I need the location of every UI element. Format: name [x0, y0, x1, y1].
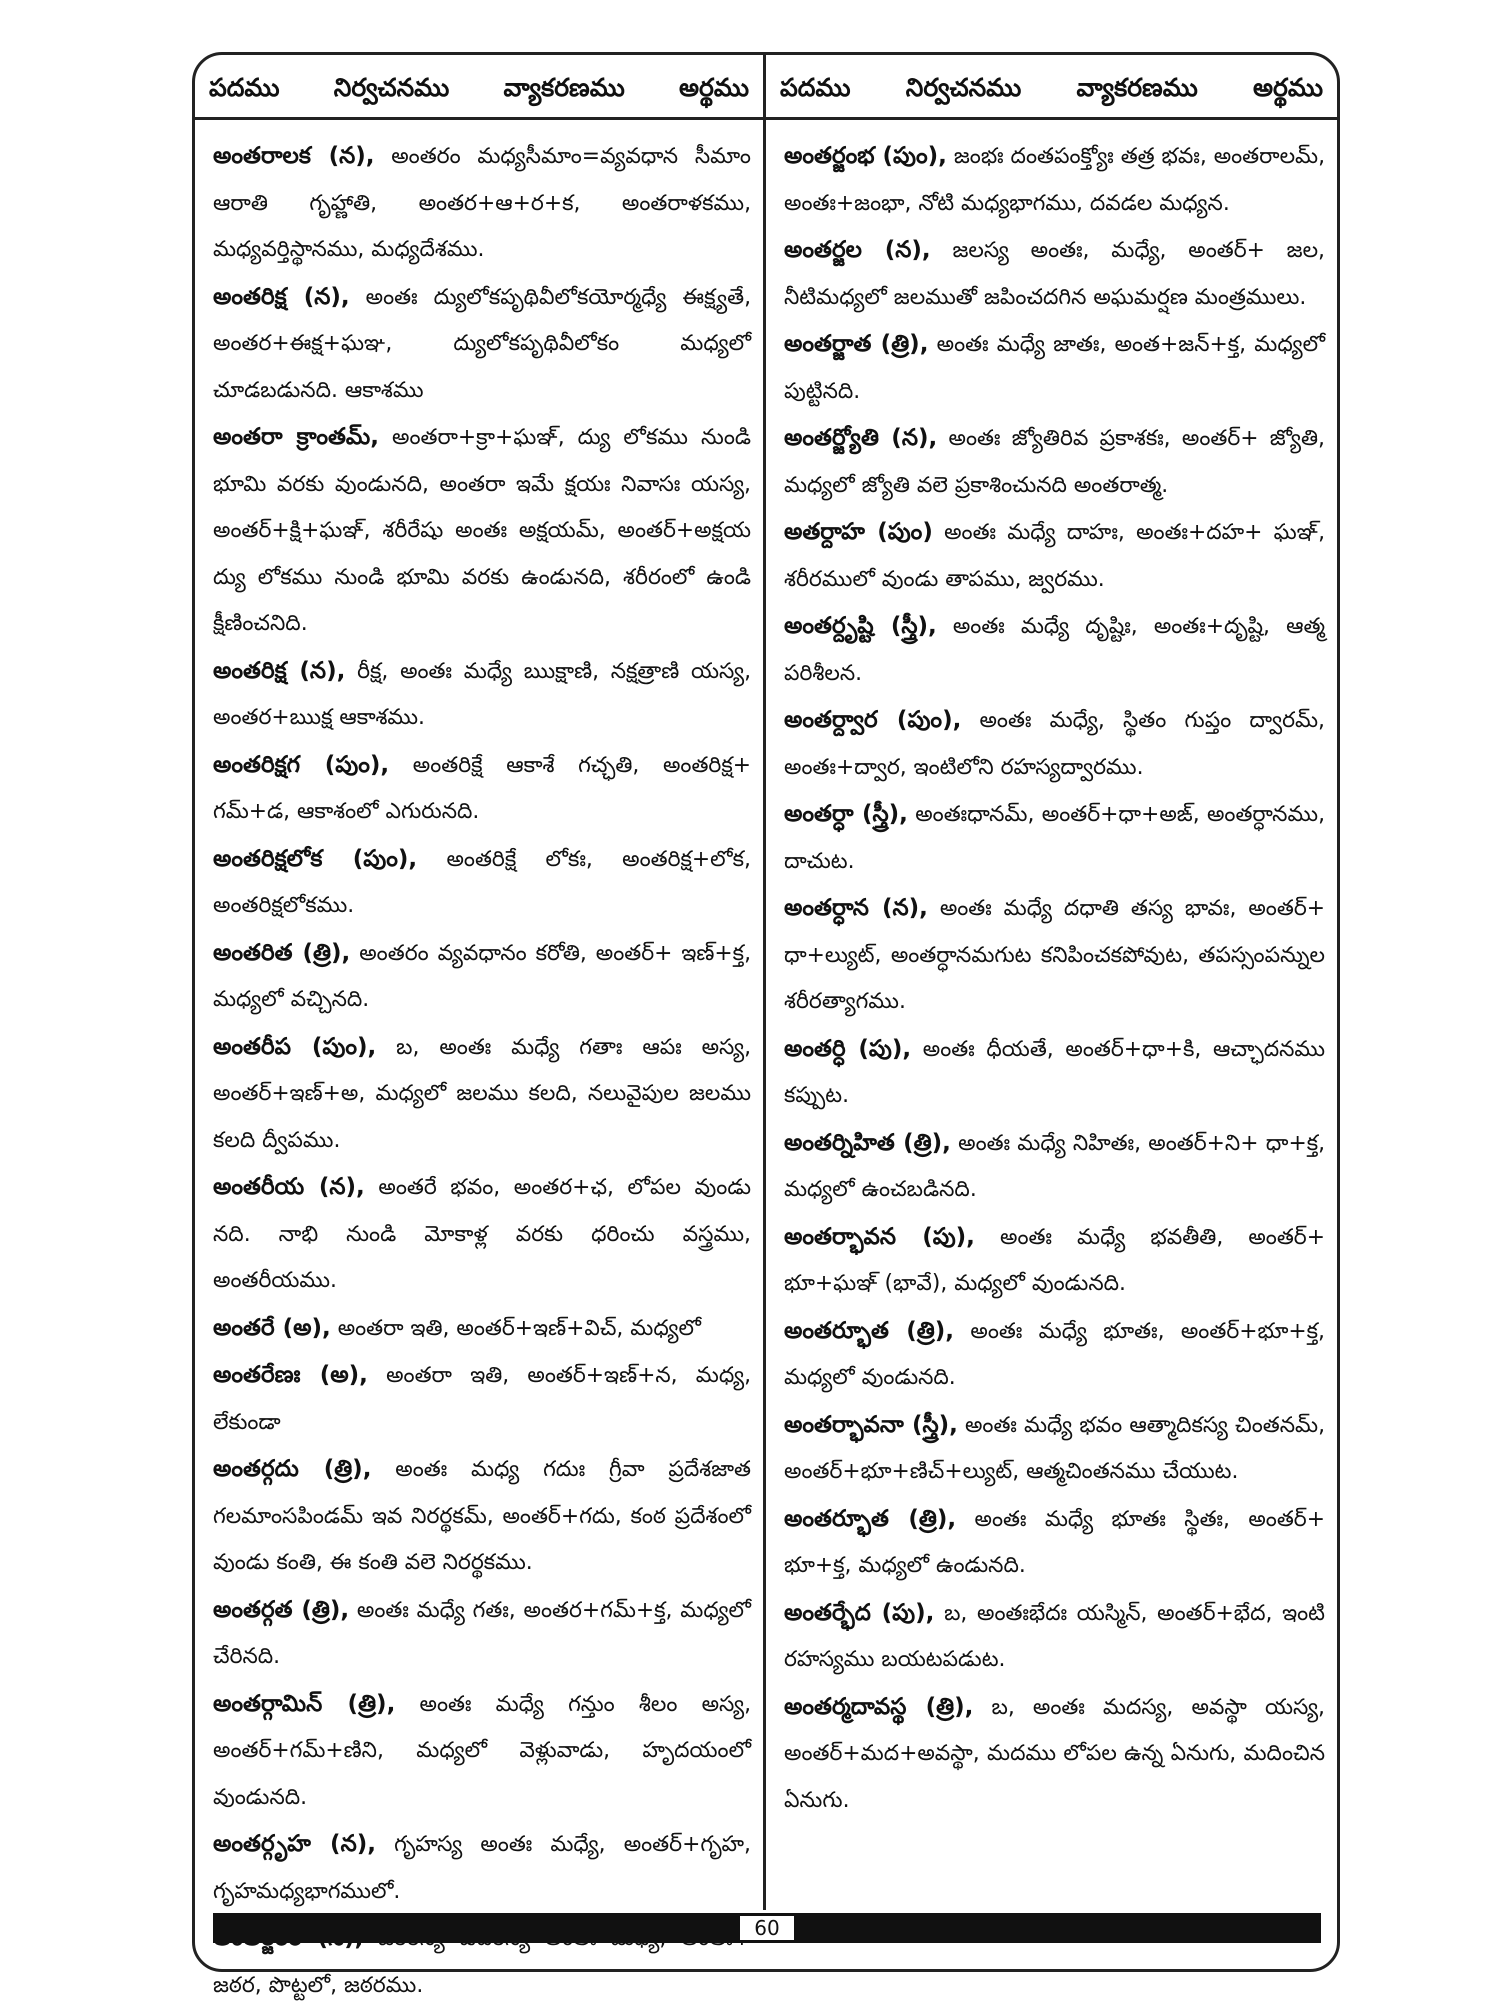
entry-headword: అంతరీప (పుం),	[213, 1033, 377, 1060]
entry-headword: అంతర్మదావస్థ (త్రి),	[784, 1693, 974, 1720]
dictionary-entry	[213, 1024, 751, 1165]
column-header	[195, 55, 1337, 120]
page-footer-bar	[213, 1913, 1321, 1943]
entry-headword: అంతరీయ (న),	[213, 1174, 365, 1200]
header-grammar: వ్యాకరణము	[1076, 73, 1198, 102]
entry-headword: అంతర్జాత (త్రి),	[784, 331, 929, 357]
header-definition: నిర్వచనము	[905, 73, 1022, 102]
entry-definition: అంతః మధ్యే భవతీతి, అంతర్+ భూ+ఘఞ్ (భావే), మధ్యలో వుండునది.	[784, 1224, 1325, 1296]
entry-headword: అంతర్గత (త్రి),	[213, 1596, 350, 1623]
dictionary-entry	[784, 1026, 1325, 1120]
entry-headword: అతర్దాహ (పుం)	[784, 519, 933, 545]
dictionary-entry	[784, 1590, 1325, 1684]
dictionary-entry	[784, 133, 1325, 227]
dictionary-entry	[213, 1164, 751, 1305]
dictionary-entry	[784, 791, 1325, 885]
entry-definition: అంతః మధ్యే భవం ఆత్మాదికస్య చింతనమ్, అంతర్+భూ+ణిచ్+ల్యుట్, ఆత్మచింతనము చేయుట.	[784, 1412, 1325, 1484]
entry-headword: అంతర్భావన (పు),	[784, 1223, 975, 1250]
left-column	[195, 117, 766, 1998]
entry-definition: బ, అంతఃభేదః యస్మిన్, అంతర్+భేద, ఇంటి రహస్యము బయటపడుట.	[784, 1600, 1326, 1672]
entry-headword: అంతర్ధా (స్త్రీ),	[784, 801, 908, 827]
entry-definition: అంతరం వ్యవధానం కరోతి, అంతర్+ ఇణ్+క్త, మధ్యలో వచ్చినది.	[213, 940, 751, 1012]
entry-definition: అంతః మధ్య గదుః గ్రీవా ప్రదేశజాత గలమాంసపిండమ్ ఇవ నిరర్థకమ్, అంతర్+గదు, కంఠ ప్రదేశంలో వుండు కంతి, ఈ కంతి వలె నిరర్థకము.	[213, 1457, 751, 1575]
entry-definition: అంతః మధ్యే గన్తుం శీలం అస్య, అంతర్+గమ్+ణిని, మధ్యలో వెళ్లువాడు, హృదయంలో వుండునది.	[213, 1691, 752, 1810]
dictionary-entry	[784, 227, 1325, 321]
entry-headword: అంతర్గదు (త్రి),	[213, 1456, 372, 1482]
entry-headword: అంతరిక్ష (న),	[213, 283, 350, 310]
entry-definition: అంతః మధ్యే భూతః స్థితః, అంతర్+ భూ+క్త, మధ్యలో ఉండునది.	[784, 1506, 1325, 1578]
dictionary-entry	[213, 133, 751, 274]
entry-definition: బ, అంతః మదస్య, అవస్థా యస్య, అంతర్+మద+అవస్థా, మదము లోపల ఉన్న ఏనుగు, మదించిన ఏనుగు.	[784, 1694, 1325, 1813]
entry-definition: బ, అంతః మధ్యే గతాః ఆపః అస్య, అంతర్+ఇణ్+అ, మధ్యలో జలము కలది, నలువైపుల జలము కలది ద్వీపము.	[213, 1034, 751, 1153]
header-meaning: అర్థము	[1253, 73, 1323, 102]
entry-headword: అంతర్ద్వార (పుం),	[784, 707, 962, 733]
header-word: పదము	[780, 73, 851, 102]
header-meaning: అర్థము	[679, 73, 749, 102]
entry-definition: అంతః జ్యోతిరివ ప్రకాశకః, అంతర్+ జ్యోతి, మధ్యలో జ్యోతి వలె ప్రకాశించునది అంతరాత్మ.	[784, 426, 1325, 498]
entry-definition: అంతరిక్షే లోకః, అంతరిక్ష+లోక, అంతరిక్షలోకము.	[213, 846, 751, 918]
dictionary-entry	[784, 697, 1325, 791]
entry-definition: జఠర, పొట్టలో, జఠరము.	[213, 1972, 424, 1998]
entry-definition: అంతః మధ్యే గతః, అంతర+గమ్+క్త, మధ్యలో చేరినది.	[213, 1597, 751, 1669]
header-grammar: వ్యాకరణము	[503, 73, 625, 102]
dictionary-entry	[213, 836, 751, 930]
header-definition: నిర్వచనము	[333, 73, 450, 102]
dictionary-entry	[784, 1214, 1325, 1308]
entry-headword: అంతర్భూత (త్రి),	[784, 1317, 955, 1344]
header-word: పదము	[209, 73, 280, 102]
entry-headword: అంతర్భేద (పు),	[784, 1599, 935, 1626]
entry-headword: అంతర్జ్యోతి (న),	[784, 425, 938, 451]
entry-headword: అంతరే (అ),	[213, 1314, 331, 1341]
entry-definition: అంతరే భవం, అంతర+ఛ, లోపల వుండు నది. నాభి నుండి మోకాళ్ల వరకు ధరించు వస్త్రము, అంతరీయము.	[213, 1175, 752, 1293]
header-right	[766, 55, 1337, 117]
entry-headword: అంతరిక్షగ (పుం),	[213, 751, 390, 778]
entry-headword: అంతర్గామిన్ (త్రి),	[213, 1690, 396, 1717]
entry-headword: అంతరిక్షలోక (పుం),	[213, 845, 418, 872]
entry-headword: అంతరేణః (అ),	[213, 1362, 368, 1388]
dictionary-entry	[784, 603, 1325, 697]
entry-definition: అంతరం మధ్యసీమాం=వ్యవధాన సీమాం ఆరాతి గృహ్ణాతి, అంతర+ఆ+ర+క, అంతరాళకము, మధ్యవర్తిస్థానము, మధ్యదేశము.	[213, 144, 751, 262]
dictionary-entry	[213, 414, 751, 648]
dictionary-entry	[213, 274, 751, 415]
entry-definition: అంతః ధీయతే, అంతర్+ధా+కి, ఆచ్ఛాదనము కప్పుట.	[784, 1036, 1325, 1108]
entry-definition: అంతః మధ్యే, స్థితం గుప్తం ద్వారమ్, అంతః+ద్వార, ఇంటిలోని రహస్యద్వారము.	[784, 708, 1325, 780]
dictionary-entry	[784, 1120, 1325, 1214]
entry-headword: అంతర్నిహిత (త్రి),	[784, 1129, 951, 1156]
dictionary-entry	[213, 1305, 751, 1353]
dictionary-entry	[213, 1821, 751, 1915]
dictionary-entry	[213, 1681, 751, 1822]
dictionary-entry	[213, 1587, 751, 1681]
entry-definition: గృహస్య అంతః మధ్యే, అంతర్+గృహ, గృహమధ్యభాగములో.	[213, 1832, 751, 1904]
entry-headword: అంతరాలక (న),	[213, 143, 375, 169]
entry-headword: అంతర్దృష్టి (స్త్రీ),	[784, 613, 937, 639]
page-frame	[192, 52, 1340, 1998]
dictionary-entry	[213, 1352, 751, 1446]
entry-headword: అంతర్జల (న),	[784, 237, 931, 263]
dictionary-entry	[784, 885, 1325, 1026]
entry-headword: అంతర్భూత (త్రి),	[784, 1505, 957, 1532]
entry-definition: అంతరా ఇతి, అంతర్+ఇణ్+విచ్, మధ్యలో	[330, 1315, 701, 1341]
dictionary-entry	[784, 321, 1325, 415]
entry-definition: అంతరిక్షే ఆకాశే గచ్ఛతి, అంతరిక్ష+ గమ్+డ, ఆకాశంలో ఎగురునది.	[213, 752, 751, 824]
entry-definition: అంతః ద్యులోకపృథివీలోకయోర్మధ్యే ఈక్ష్యతే, అంతర+ఈక్ష+ఘఞ, ద్యులోకపృథివీలోకం మధ్యలో చూడబడునది. ఆకాశము	[213, 284, 752, 403]
entry-headword: అంతరిత (త్రి),	[213, 939, 351, 966]
dictionary-entry	[784, 1684, 1325, 1825]
header-left	[195, 55, 766, 117]
entry-definition: అంతఃధానమ్, అంతర్+ధా+అఙ్, అంతర్ధానము, దాచుట.	[784, 802, 1326, 874]
dictionary-entry	[213, 742, 751, 836]
dictionary-entry	[784, 509, 1325, 603]
dictionary-entry	[784, 1496, 1325, 1590]
right-column	[766, 117, 1337, 1910]
dictionary-entry	[213, 1446, 751, 1587]
entry-headword: అంతర్ధి (పు),	[784, 1035, 912, 1062]
entry-headword: అంతర్జంభ (పుం),	[784, 143, 947, 169]
dictionary-entry	[213, 930, 751, 1024]
dictionary-entry	[784, 1308, 1325, 1402]
entry-definition: అంతః మధ్యే దాహః, అంతః+దహ+ ఘఞ్, శరీరములో వుండు తాపము, జ్వరము.	[784, 520, 1325, 592]
entry-headword: అంతరా క్రాంతమ్,	[213, 424, 379, 450]
entry-definition: అంతః మధ్యే దధాతి తస్య భావః, అంతర్+ ధా+ల్యుట్, అంతర్ధానమగుట కనిపించకపోవుట, తపస్సంపన్నుల శరీరత్యాగము.	[784, 896, 1326, 1014]
entry-definition: అంతః మధ్యే భూతః, అంతర్+భూ+క్త, మధ్యలో వుండునది.	[784, 1318, 1325, 1390]
dictionary-entry	[213, 648, 751, 742]
entry-definition: అంతః మధ్యే జాతః, అంత+జన్+క్త, మధ్యలో పుట్టినది.	[784, 332, 1326, 404]
entry-definition: జంభః దంతపంక్త్యోః తత్ర భవః, అంతరాలమ్, అంతః+జంభా, నోటి మధ్యభాగము, దవడల మధ్యన.	[784, 144, 1326, 216]
entry-headword: అంతర్గృహ (న),	[213, 1831, 376, 1857]
entry-headword: అంతర్ధాన (న),	[784, 895, 928, 921]
entry-definition: అంతరా+క్రా+ఘఞ్, ద్యు లోకము నుండి భూమి వరకు వుండునది, అంతరా ఇమే క్షయః నివాసః యస్య, అంతర్+క్షి+ఘఞ్, శరీరేషు అంతః అక్షయమ్, అంతర్+అక్షయ ద్యు లోకము నుండి భూమి వరకు ఉండునది, శరీరంలో ఉండి క్షీణించనిది.	[213, 425, 751, 636]
entry-definition: అంతః మధ్యే నిహితః, అంతర్+ని+ ధా+క్త, మధ్యలో ఉంచబడినది.	[784, 1130, 1326, 1202]
entry-definition: రీక్ష, అంతః మధ్యే ఋక్షాణి, నక్షత్రాణి యస్య, అంతర+ఋక్ష ఆకాశము.	[213, 658, 752, 730]
dictionary-entry	[784, 1402, 1325, 1496]
dictionary-entry	[784, 415, 1325, 509]
entry-definition: అంతరా ఇతి, అంతర్+ఇణ్+న, మధ్య, లేకుండా	[213, 1363, 751, 1435]
page-number: 60	[740, 1916, 793, 1940]
entry-headword: అంతరిక్ష (న),	[213, 657, 346, 684]
entry-headword: అంతర్భావనా (స్త్రీ),	[784, 1411, 958, 1438]
entry-definition: జలస్య అంతః, మధ్యే, అంతర్+ జల, నీటిమధ్యలో జలముతో జపించదగిన అఘమర్షణ మంత్రములు.	[784, 238, 1325, 310]
entry-definition: అంతః మధ్యే దృష్టిః, అంతః+దృష్టి, ఆత్మ పరిశీలన.	[784, 614, 1325, 686]
